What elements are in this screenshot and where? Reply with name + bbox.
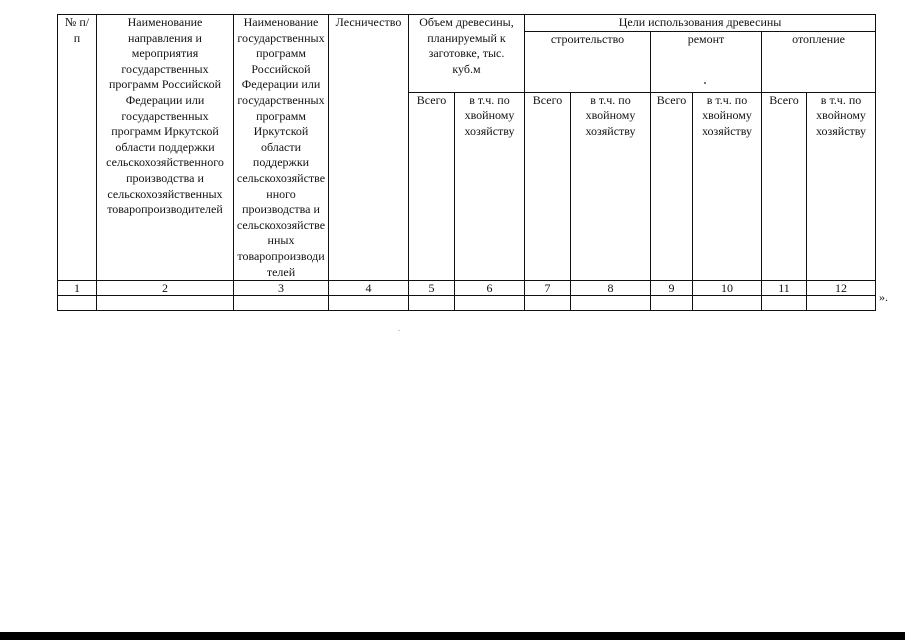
table-cell <box>455 296 525 311</box>
header-construction: строительство <box>525 31 651 92</box>
header-construction-total: Всего <box>525 92 571 281</box>
header-volume: Объем древесины, планируемый к заготовке, тыс. куб.м <box>409 15 525 93</box>
column-number: 9 <box>651 281 693 296</box>
header-volume-conifer: в т.ч. по хвойному хозяйству <box>455 92 525 281</box>
table-cell <box>651 296 693 311</box>
column-number: 4 <box>329 281 409 296</box>
column-number-row <box>58 281 876 296</box>
header-repair-conifer: в т.ч. по хвойному хозяйству <box>693 92 762 281</box>
column-number: 3 <box>234 281 329 296</box>
column-number: 5 <box>409 281 455 296</box>
header-construction-conifer: в т.ч. по хвойному хозяйству <box>571 92 651 281</box>
header-num: № п/п <box>58 15 97 281</box>
table-cell <box>807 296 876 311</box>
column-number: 8 <box>571 281 651 296</box>
header-heating-conifer: в т.ч. по хвойному хозяйству <box>807 92 876 281</box>
table-cell <box>693 296 762 311</box>
column-number: 11 <box>762 281 807 296</box>
column-number: 10 <box>693 281 762 296</box>
header-repair-total: Всего <box>651 92 693 281</box>
table-cell <box>409 296 455 311</box>
closing-quote-mark: ». <box>879 290 888 304</box>
table-cell <box>58 296 97 311</box>
table-cell <box>571 296 651 311</box>
table-cell <box>525 296 571 311</box>
header-purposes: Цели использования древесины <box>525 15 876 32</box>
column-number: 2 <box>97 281 234 296</box>
scan-speck <box>398 330 400 331</box>
header-heating: отопление <box>762 31 876 92</box>
table-cell <box>762 296 807 311</box>
header-heating-total: Всего <box>762 92 807 281</box>
scan-border <box>0 632 905 640</box>
empty-data-row <box>58 296 876 311</box>
column-number: 12 <box>807 281 876 296</box>
timber-harvest-table <box>57 14 876 311</box>
table-cell <box>329 296 409 311</box>
header-volume-total: Всего <box>409 92 455 281</box>
header-forestry: Лесничество <box>329 15 409 281</box>
table-cell <box>234 296 329 311</box>
column-number: 7 <box>525 281 571 296</box>
column-number: 6 <box>455 281 525 296</box>
column-number: 1 <box>58 281 97 296</box>
scan-speck <box>704 82 706 84</box>
header-direction: Наименование направления и мероприятия государственных программ Российской Федерации или государственных программ Иркутской области поддержки сельскохозяйственного производства и сельскохозяйственных товаропроизводителей <box>97 15 234 281</box>
header-repair: ремонт <box>651 31 762 92</box>
header-program: Наименование государственных программ Российской Федерации или государственных программ Иркутской области поддержки сельскохозяйственного производства и сельскохозяйственных товаропроизводителей <box>234 15 329 281</box>
table-cell <box>97 296 234 311</box>
